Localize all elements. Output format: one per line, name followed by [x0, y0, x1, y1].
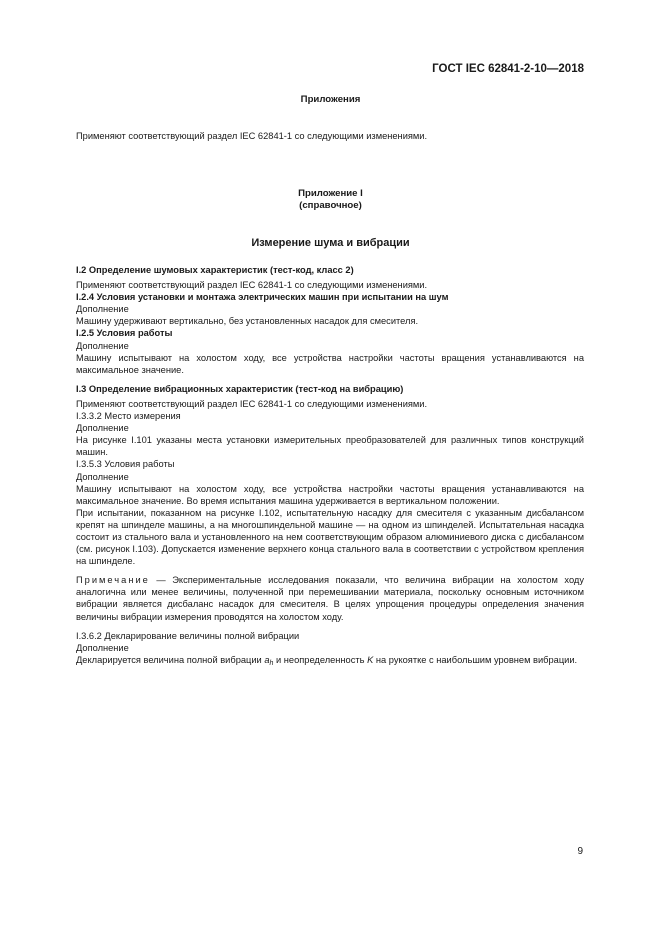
appendices-text: Применяют соответствующий раздел IEC 62841-1 со следующими изменениями.: [76, 131, 428, 141]
addition-label-i353: Дополнение: [76, 471, 129, 482]
section-text-i332: На рисунке I.101 указаны места установки измерительных преобразователей для различных типов конструкций машин.: [76, 435, 584, 458]
addition-label-i24: Дополнение: [76, 304, 129, 315]
note-text: — Экспериментальные исследования показали, что величина вибрации на холостом ходу аналогична или менее величины, полученной при перемешивании материала, поскольку основным источником вибрации является дисбаланс насадок для смесителя. В целях упрощения процедуры определения значения величины вибрации измерения проводятся на холостом ходу.: [76, 575, 584, 622]
section-text-i353: Машину испытывают на холостом ходу, все устройства настройки частоты вращения устанавливаются на максимальное значение. Во время испытания машина удерживается в вертикальном положении.: [76, 483, 584, 506]
note-paragraph: [76, 574, 584, 622]
section-title-i353: I.3.5.3 Условия работы: [76, 459, 175, 470]
appendices-heading: Приложения: [300, 94, 361, 105]
section-text-i362: [76, 654, 584, 670]
annex-subtitle: (справочное): [299, 200, 362, 211]
addition-label-i362: Дополнение: [76, 642, 129, 653]
section-title-i2: I.2 Определение шумовых характеристик (тест-код, класс 2): [76, 265, 354, 275]
page-number: 9: [577, 846, 583, 857]
section-text-i25: Машину испытывают на холостом ходу, все устройства настройки частоты вращения устанавливаются на максимальное значение.: [76, 352, 584, 375]
uncertainty-symbol-k: K: [367, 654, 374, 665]
annex-body: [76, 264, 584, 670]
section-title-i362: I.3.6.2 Декларирование величины полной вибрации: [76, 630, 300, 641]
section-title-i25: I.2.5 Условия работы: [76, 328, 173, 339]
vibration-symbol-subscript: h: [269, 659, 274, 667]
addition-label-i332: Дополнение: [76, 423, 129, 434]
section-title-i3: I.3 Определение вибрационных характеристик (тест-код на вибрацию): [76, 383, 404, 394]
annex-name: Измерение шума и вибрации: [251, 237, 410, 249]
section-title-i24: I.2.4 Условия установки и монтажа электрических машин при испытании на шум: [76, 292, 449, 303]
section-text-i3: Применяют соответствующий раздел IEC 62841-1 со следующими изменениями.: [76, 398, 428, 409]
section-text-i24: Машину удерживают вертикально, без установленных насадок для смесителя.: [76, 316, 419, 327]
vibration-text-part-2: и неопределенность: [273, 654, 368, 665]
note-label: Примечание: [76, 575, 150, 586]
section-text-i353-test: При испытании, показанном на рисунке I.102, испытательную насадку для смесителя с указанным дисбалансом крепят на шпинделе машины, а на многошпиндельной машине — на одном из шпинделей. Испытательная насадка состоит из стального вала и установленного на нем соответствующим образом алюминиевого диска с дисбалансом (см. рисунок I.103). Допускается изменение верхнего конца стального вала в соответствии с устройством крепления на шпинделе.: [76, 507, 584, 567]
vibration-text-part-3: на рукоятке с наибольшим уровнем вибрации.: [373, 654, 578, 665]
vibration-text-part-1: Декларируется величина полной вибрации: [76, 654, 265, 665]
document-code-header: ГОСТ IEC 62841-2-10—2018: [432, 63, 584, 75]
section-title-i332: I.3.3.2 Место измерения: [76, 411, 181, 422]
section-text-i2: Применяют соответствующий раздел IEC 62841-1 со следующими изменениями.: [76, 280, 428, 291]
annex-title: Приложение I: [298, 188, 363, 199]
vibration-symbol-a: a: [264, 654, 270, 665]
addition-label-i25: Дополнение: [76, 340, 129, 351]
